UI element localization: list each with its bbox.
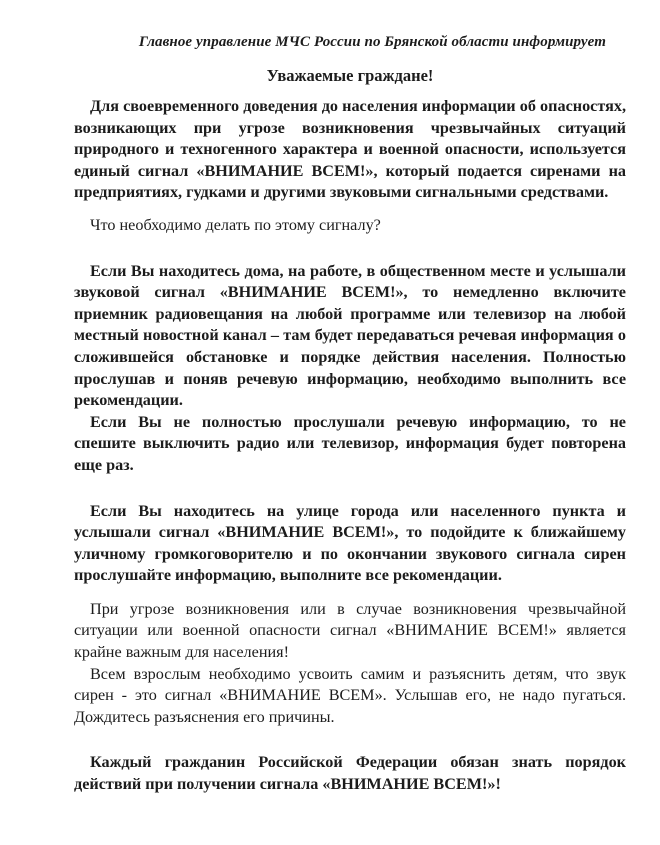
paragraph-question: Что необходимо делать по этому сигналу? <box>90 215 381 234</box>
paragraph-at-home: Если Вы находитесь дома, на работе, в общественном месте и услышали звуковой сигнал «ВНИМАНИЕ ВСЕМ!», то немедленно включите приемник радиовещания на любой программе или телевизор на любой местный новостной канал – там будет передаваться речевая информация о сложившейся обстановке и порядке действия населения. Полностью прослушав и поняв речевую информацию, необходимо выполнить все рекомендации. <box>74 261 626 410</box>
paragraph-not-fully-heard: Если Вы не полностью прослушали речевую информацию, то не спешите выключить радио или телевизор, информация будет повторена еще раз. <box>74 412 626 474</box>
greeting-heading: Уважаемые граждане! <box>266 66 434 85</box>
paragraph-outdoors: Если Вы находитесь на улице города или населенного пункта и услышали сигнал «ВНИМАНИЕ ВСЕМ!», то подойдите к ближайшему уличному громкоговорителю и по окончании звукового сигнала сирен прослушайте информацию, выполните все рекомендации. <box>74 501 626 585</box>
paragraph-adults-children: Всем взрослым необходимо усвоить самим и разъяснить детям, что звук сирен - это сигнал «ВНИМАНИЕ ВСЕМ». Услышав его, не надо пугаться. Дождитесь разъяснения его причины. <box>74 664 626 726</box>
document-header: Главное управление МЧС России по Брянской области информирует <box>138 34 606 50</box>
paragraph-intro: Для своевременного доведения до населения информации об опасностях, возникающих при угрозе возникновения чрезвычайных ситуаций природного и техногенного характера и военной опасности, используется единый сигнал «ВНИМАНИЕ ВСЕМ!», который подается сиренами на предприятиях, гудками и другими звуковыми сигнальными средствами. <box>74 97 626 202</box>
paragraph-importance: При угрозе возникновения или в случае возникновения чрезвычайной ситуации или военной опасности сигнал «ВНИМАНИЕ ВСЕМ!» является крайне важным для населения! <box>74 599 626 662</box>
paragraph-conclusion: Каждый гражданин Российской Федерации обязан знать порядок действий при получении сигнала «ВНИМАНИЕ ВСЕМ!»! <box>74 753 626 794</box>
